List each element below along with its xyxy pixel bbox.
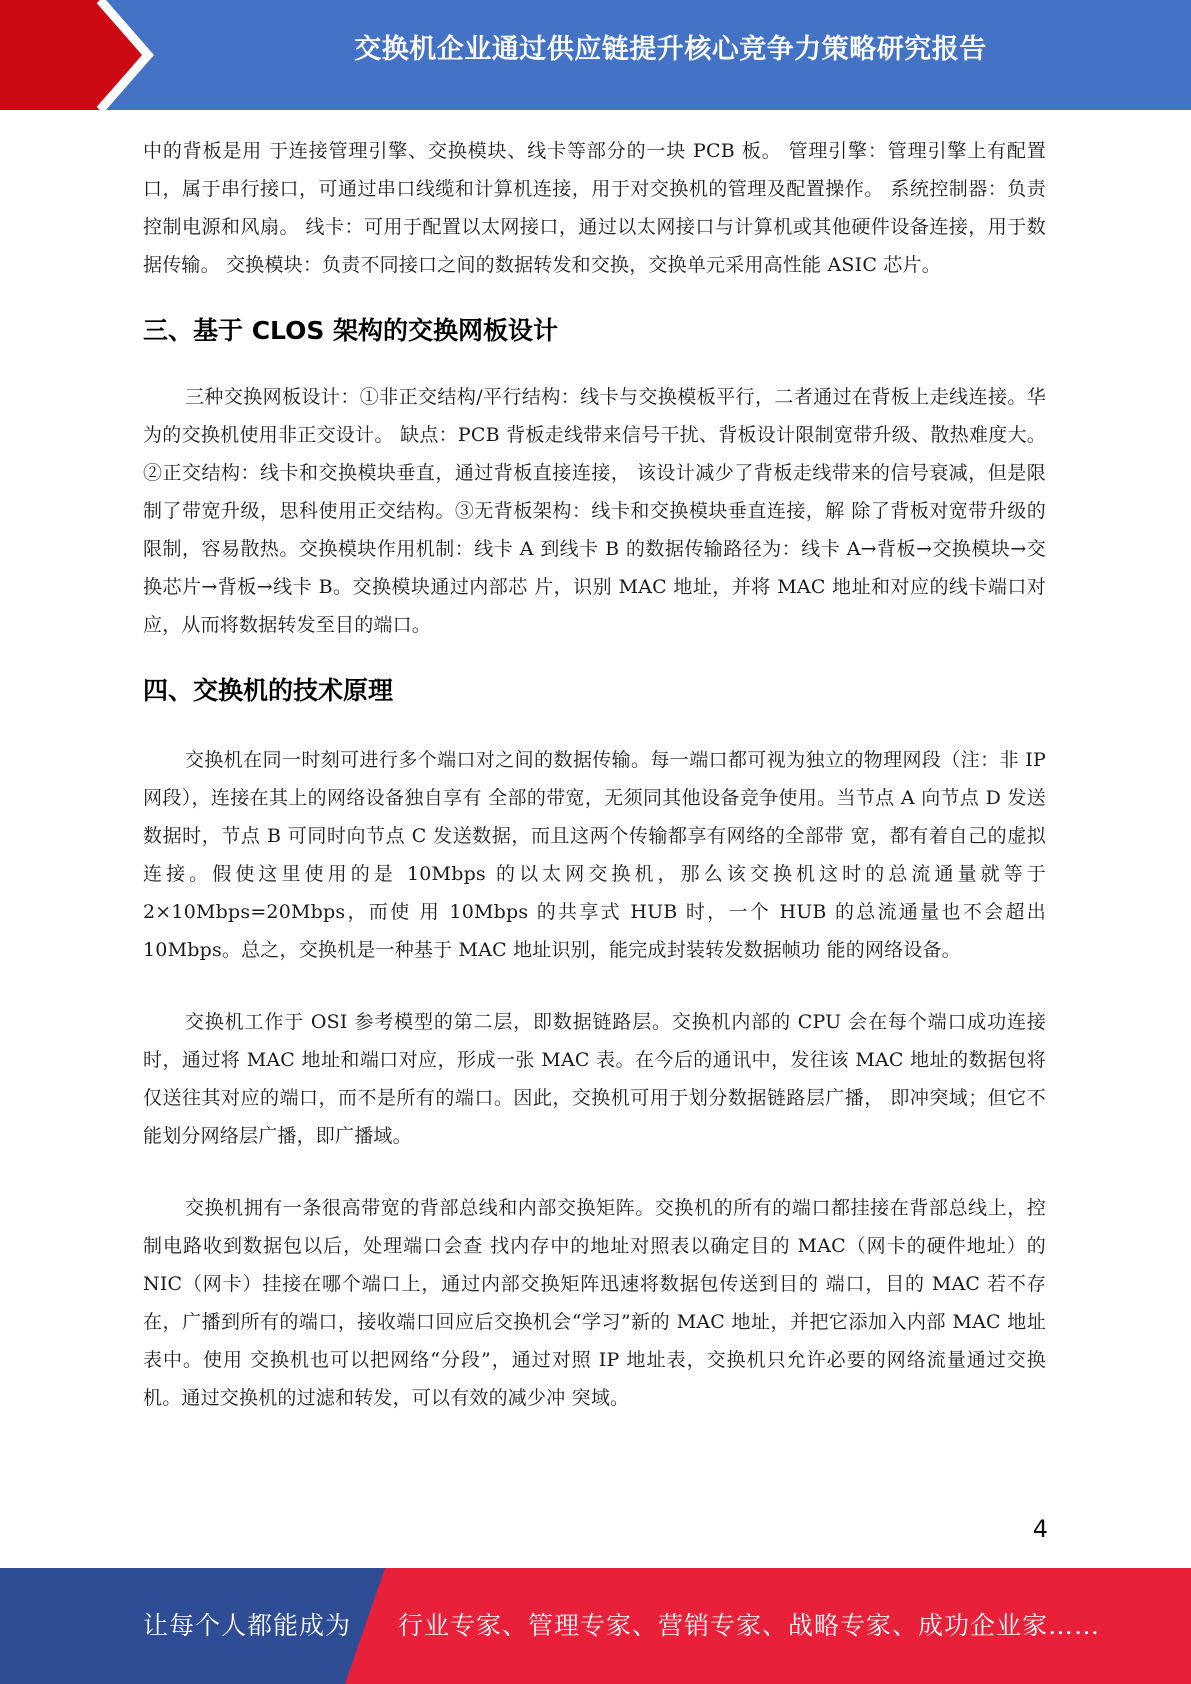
page-number: 4: [1032, 1515, 1048, 1543]
footer-slogan-right: 行业专家、管理专家、营销专家、战略专家、成功企业家……: [398, 1611, 1101, 1640]
report-title: 交换机企业通过供应链提升核心竞争力策略研究报告: [354, 34, 987, 65]
section-heading-4: 四、交换机的技术原理: [143, 676, 394, 705]
red-chevron-icon: [0, 0, 160, 110]
page-footer: [0, 1568, 1191, 1684]
section3-paragraph: 三种交换网板设计：①非正交结构/平行结构：线卡与交换模板平行，二者通过在背板上走线连接。华为的交换机使用非正交设计。 缺点：PCB 背板走线带来信号干扰、背板设计限制宽带升级、散热难度大。②正交结构：线卡和交换模块垂直，通过背板直接连接， 该设计减少了背板走线带来的信号衰减，但是限制了带宽升级，思科使用正交结构。③无背板架构：线卡和交换模块垂直连接，解 除了背板对宽带升级的限制，容易散热。交换模块作用机制：线卡 A 到线卡 B 的数据传输路径为：线卡 A→背板→交换模块→交换芯片→背板→线卡 B。交换模块通过内部芯 片，识别 MAC 地址，并将 MAC 地址和对应的线卡端口对应，从而将数据转发至目的端口。: [143, 386, 1046, 636]
section4-paragraph-1: 交换机在同一时刻可进行多个端口对之间的数据传输。每一端口都可视为独立的物理网段（注：非 IP 网段），连接在其上的网络设备独自享有 全部的带宽，无须同其他设备竞争使用。当节点 A 向节点 D 发送数据时，节点 B 可同时向节点 C 发送数据，而且这两个传输都享有网络的全部带 宽，都有着自己的虚拟连接。假使这里使用的是 10Mbps 的以太网交换机，那么该交换机这时的总流通量就等于 2×10Mbps=20Mbps，而使 用 10Mbps 的共享式 HUB 时，一个 HUB 的总流通量也不会超出 10Mbps。总之，交换机是一种基于 MAC 地址识别，能完成封装转发数据帧功 能的网络设备。: [143, 749, 1046, 961]
section4-paragraph-2: 交换机工作于 OSI 参考模型的第二层，即数据链路层。交换机内部的 CPU 会在每个端口成功连接时，通过将 MAC 地址和端口对应，形成一张 MAC 表。在今后的通讯中，发往该 MAC 地址的数据包将仅送往其对应的端口，而不是所有的端口。因此，交换机可用于划分数据链路层广播， 即冲突域；但它不能划分网络层广播，即广播域。: [143, 1011, 1046, 1147]
page-header: [0, 0, 1191, 110]
section-heading-3: 三、基于 CLOS 架构的交换网板设计: [143, 316, 559, 345]
intro-paragraph: 中的背板是用 于连接管理引擎、交换模块、线卡等部分的一块 PCB 板。 管理引擎：管理引擎上有配置口，属于串行接口，可通过串口线缆和计算机连接，用于对交换机的管理及配置操作。 系统控制器：负责控制电源和风扇。 线卡：可用于配置以太网接口，通过以太网接口与计算机或其他硬件设备连接，用于数据传输。 交换模块：负责不同接口之间的数据转发和交换，交换单元采用高性能 ASIC 芯片。: [143, 140, 1046, 276]
footer-slogan-left: 让每个人都能成为: [143, 1611, 352, 1640]
section4-paragraph-3: 交换机拥有一条很高带宽的背部总线和内部交换矩阵。交换机的所有的端口都挂接在背部总线上，控制电路收到数据包以后，处理端口会查 找内存中的地址对照表以确定目的 MAC（网卡的硬件地址）的 NIC（网卡）挂接在哪个端口上，通过内部交换矩阵迅速将数据包传送到目的 端口，目的 MAC 若不存在，广播到所有的端口，接收端口回应后交换机会“学习”新的 MAC 地址，并把它添加入内部 MAC 地址表中。使用 交换机也可以把网络“分段”，通过对照 IP 地址表，交换机只允许必要的网络流量通过交换机。通过交换机的过滤和转发，可以有效的减少冲 突域。: [143, 1197, 1046, 1409]
page-body: [143, 132, 1046, 1417]
